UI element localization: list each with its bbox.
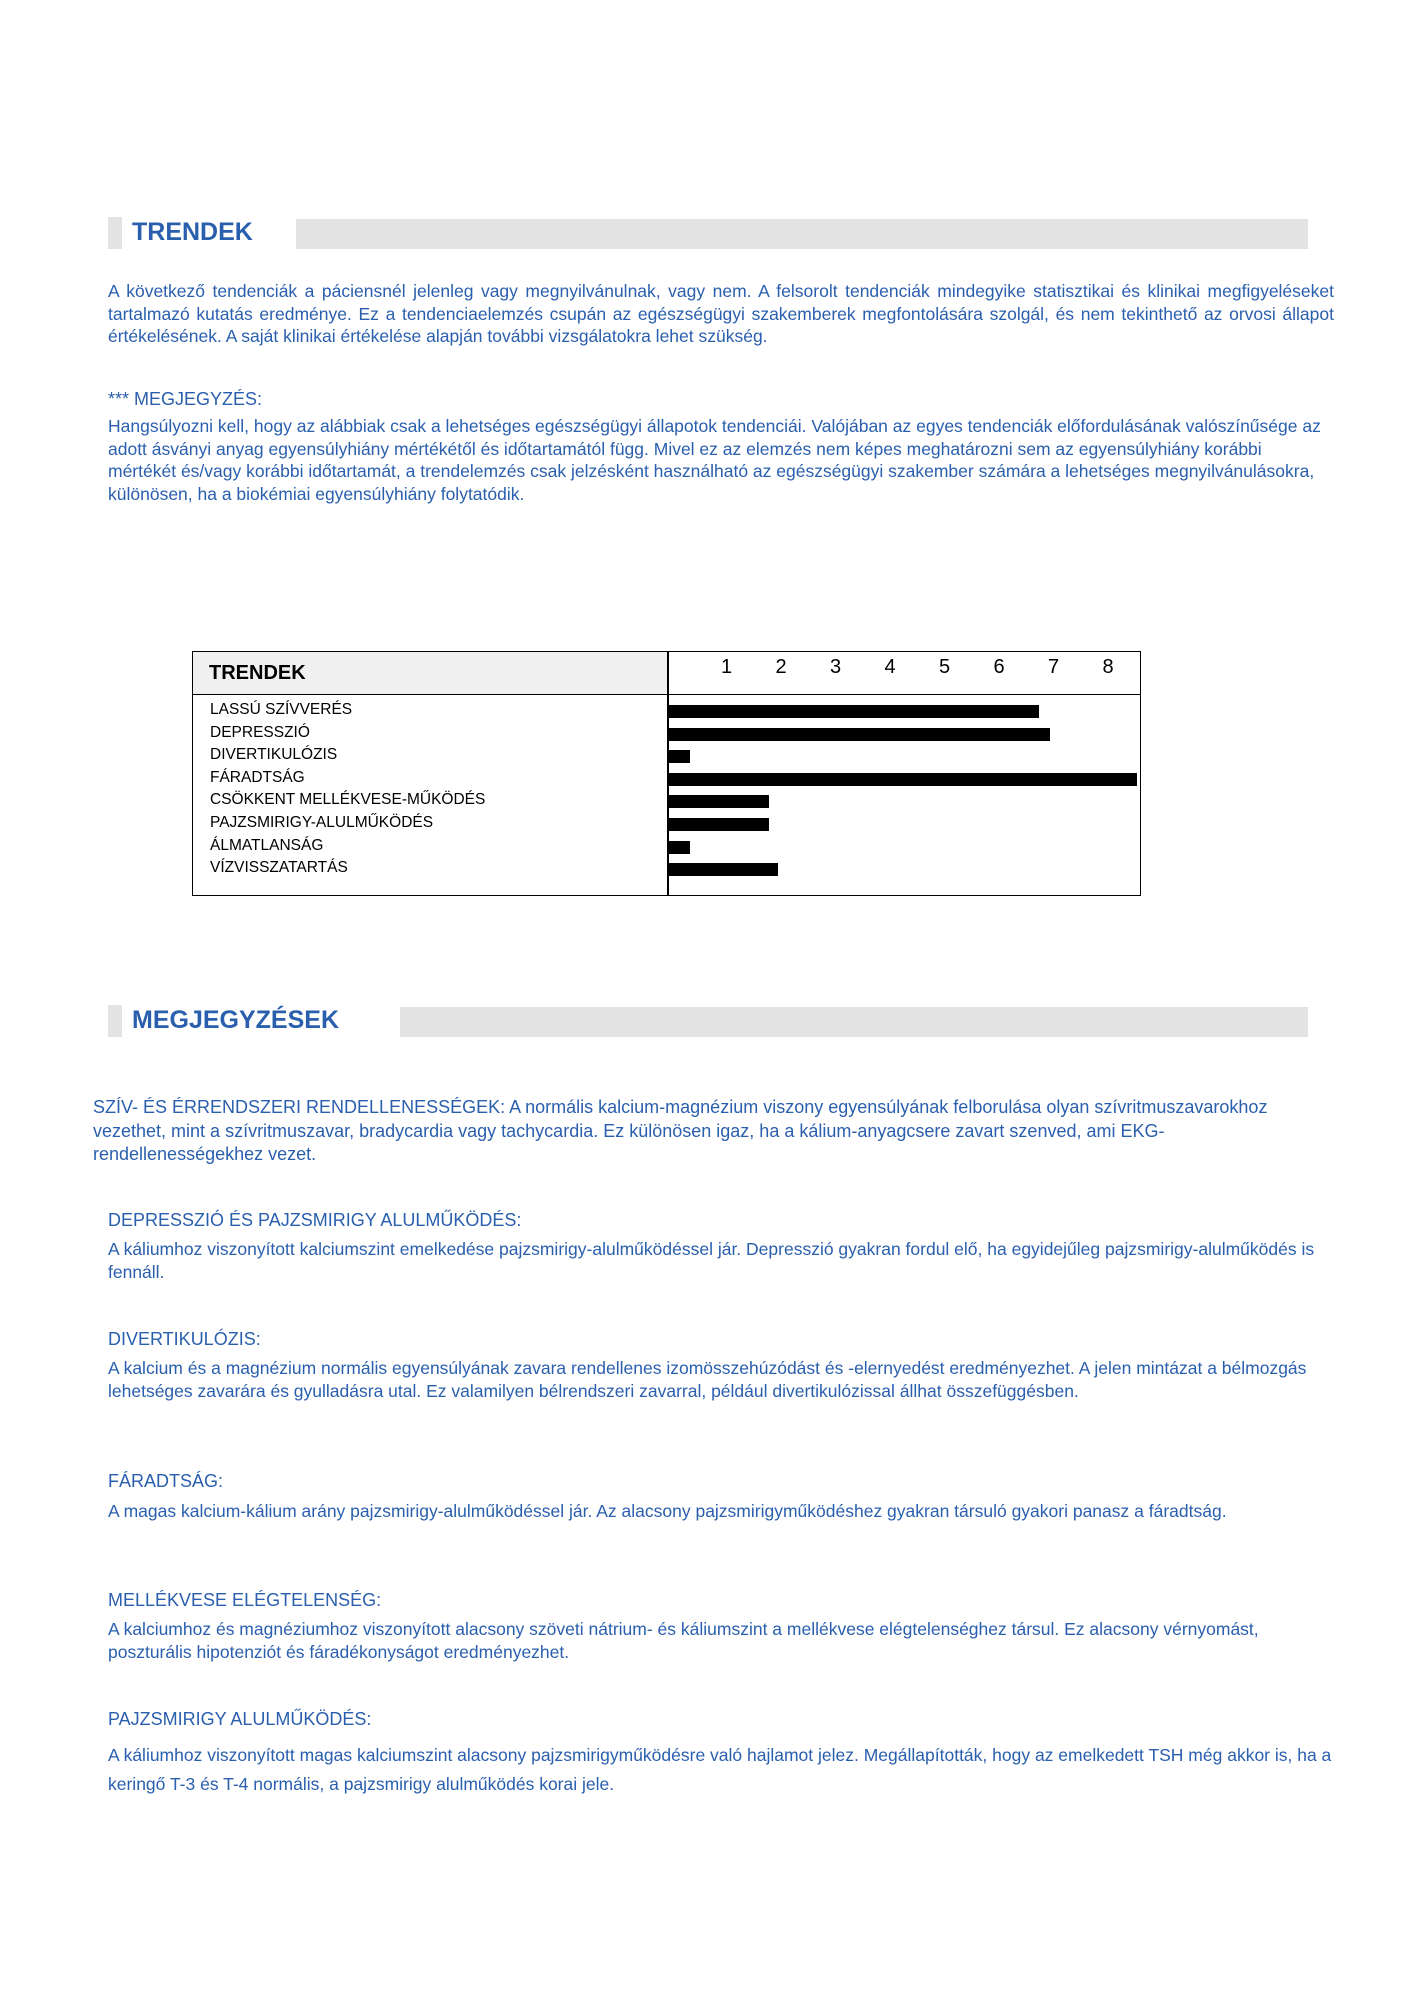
category-label: LASSÚ SZÍVVERÉS — [210, 701, 353, 718]
category-label: PAJZSMIRIGY-ALULMŰKÖDÉS — [210, 814, 434, 831]
note-text-fatigue: A magas kalcium-kálium arány pajzsmirigy-alulműködéssel jár. Az alacsony pajzsmirigyműködéshez gyakran társuló gyakori panasz a fáradtság. — [108, 1501, 1227, 1521]
category-label: VÍZVISSZATARTÁS — [210, 859, 348, 877]
bar-3 — [669, 750, 691, 763]
header-bar — [400, 1007, 1308, 1037]
bar-1 — [669, 705, 1040, 718]
category-label: ÁLMATLANSÁG — [210, 836, 324, 854]
note-heading-diverticulosis: DIVERTIKULÓZIS: — [108, 1329, 261, 1349]
note-heading-depression: DEPRESSZIÓ ÉS PAJZSMIRIGY ALULMŰKÖDÉS: — [108, 1210, 522, 1230]
note-text-diverticulosis: A kalcium és a magnézium normális egyensúlyának zavara rendellenes izomösszehúzódást és -elernyedést eredményezhet. A jelen mintázat a bélmozgás lehetséges zavarára és gyulladásra utal. Ez valamilyen bélrendszeri zavarral, például divertikulózissal állhat összefüggésben. — [108, 1358, 1307, 1401]
category-label: FÁRADTSÁG — [210, 768, 305, 786]
note-heading-fatigue: FÁRADTSÁG: — [108, 1471, 224, 1491]
category-label: CSÖKKENT MELLÉKVESE-MŰKÖDÉS — [210, 791, 486, 809]
bar-6 — [669, 818, 770, 831]
note-heading-adrenal: MELLÉKVESE ELÉGTELENSÉG: — [108, 1590, 382, 1610]
chart-title: TRENDEK — [209, 662, 306, 684]
chart-scale-header — [667, 652, 1140, 695]
bar-5 — [669, 795, 770, 808]
axis-tick-4: 4 — [884, 656, 896, 678]
axis-tick-7: 7 — [1047, 656, 1060, 678]
bar-7 — [669, 841, 691, 854]
cardio-note: SZÍV- ÉS ÉRRENDSZERI RENDELLENESSÉGEK: A normális kalcium-magnézium viszony egyensúlyának felborulása olyan szívritmuszavarokhoz vezethet, mint a szívritmuszavar, bradycardia vagy tachycardia. Ez különösen igaz, ha a kálium-anyagcsere zavart szenved, ami EKG-rendellenességekhez vezet. — [93, 1097, 1268, 1164]
trends-section-title: TRENDEK — [132, 218, 253, 246]
trends-chart — [192, 651, 1141, 896]
header-marker — [108, 1005, 122, 1037]
note-text-adrenal: A kalciumhoz és magnéziumhoz viszonyított alacsony szöveti nátrium- és káliumszint a mellékvese elégtelenséghez társul. Ez alacsony vérnyomást, poszturális hipotenziót és fáradékonyságot eredményezhet. — [108, 1619, 1259, 1662]
notes-section-title: MEGJEGYZÉSEK — [132, 1006, 339, 1034]
axis-tick-1: 1 — [720, 656, 733, 678]
chart-header — [193, 652, 667, 695]
notes-section-header — [108, 1005, 1308, 1037]
axis-tick-3: 3 — [829, 656, 842, 678]
header-marker — [108, 217, 122, 249]
note-text: Hangsúlyozni kell, hogy az alábbiak csak a lehetséges egészségügyi állapotok tendenciái. Valójában az egyes tendenciák előfordulásának valószínűsége az adott ásványi anyag egyensúlyhiány mértékétől és időtartamától függ. Mivel ez az elemzés nem képes meghatározni sem az egyensúlyhiány korábbi mértékét és/vagy korábbi időtartamát, a trendelemzés csak jelzésként használható az egészségügyi szakember számára a lehetséges megnyilvánulásokra, különösen, ha a biokémiai egyensúlyhiány folytatódik. — [108, 416, 1321, 504]
bar-4 — [669, 773, 1138, 786]
category-label: DIVERTIKULÓZIS — [210, 746, 338, 764]
note-label: *** MEGJEGYZÉS: — [108, 389, 263, 409]
note-heading-thyroid: PAJZSMIRIGY ALULMŰKÖDÉS: — [108, 1709, 372, 1729]
note-text-thyroid: A káliumhoz viszonyított magas kalciumszint alacsony pajzsmirigyműködésre való hajlamot jelez. Megállapították, hogy az emelkedett TSH még akkor is, ha a keringő T-3 és T-4 normális, a pajzsmirigy alulműködés korai jele. — [108, 1745, 1332, 1794]
axis-tick-6: 6 — [993, 656, 1005, 678]
header-bar — [296, 219, 1308, 249]
bar-2 — [669, 728, 1051, 741]
bar-8 — [669, 863, 778, 876]
axis-tick-8: 8 — [1102, 656, 1114, 678]
axis-tick-5: 5 — [938, 656, 951, 678]
trends-intro: A következő tendenciák a páciensnél jelenleg vagy megnyilvánulnak, vagy nem. A felsorolt tendenciák mindegyike statisztikai és klinikai megfigyeléseket tartalmazó kutatás eredménye. Ez a tendenciaelemzés csupán az egészségügyi szakemberek megfontolására szolgál, és nem tekinthető az orvosi állapot értékelésének. A saját klinikai értékelése alapján további vizsgálatokra lehet szükség. — [108, 281, 1334, 346]
category-label: DEPRESSZIÓ — [210, 723, 310, 741]
note-text-depression: A káliumhoz viszonyított kalciumszint emelkedése pajzsmirigy-alulműködéssel jár. Depresszió gyakran fordul elő, ha egyidejűleg pajzsmirigy-alulműködés is fennáll. — [108, 1239, 1315, 1282]
axis-tick-2: 2 — [775, 656, 787, 678]
trends-section-header — [108, 217, 1308, 249]
